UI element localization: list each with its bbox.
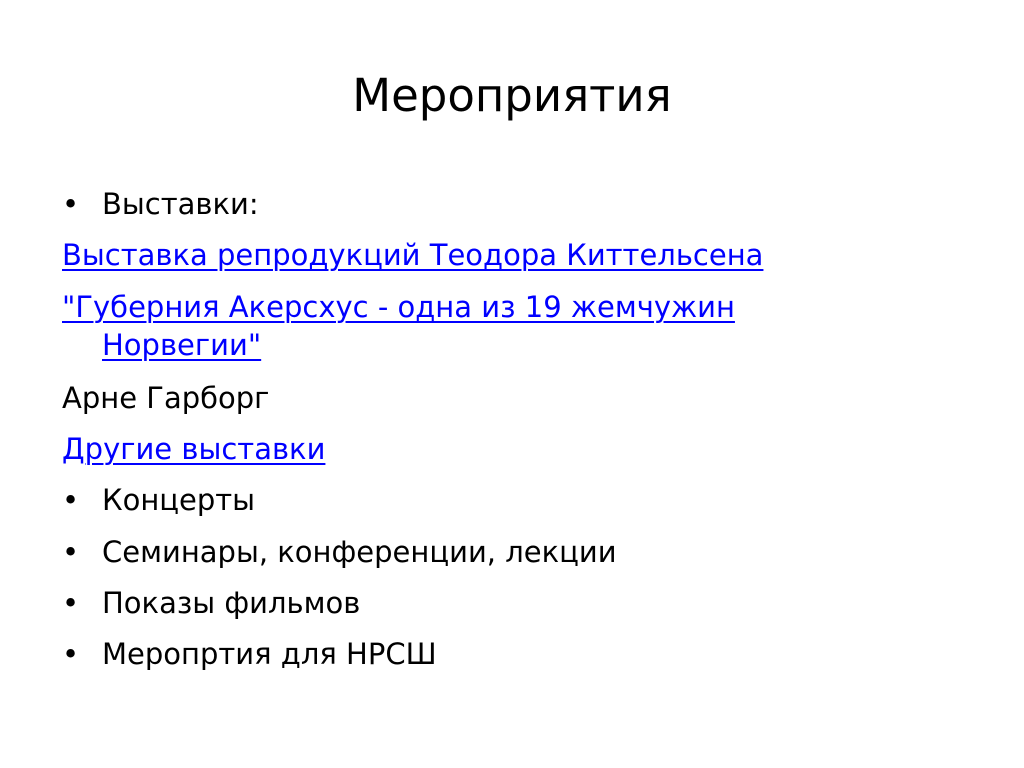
other-exhibitions-item [62,431,325,467]
akershus-exhibition-link-cont[interactable]: Норвегии" [102,328,262,362]
bullet-dot: • [62,586,80,620]
kittelsen-exhibition-item [62,237,763,273]
concerts-item: Концерты [102,483,256,517]
other-exhibitions-link[interactable]: Другие выставки [62,432,326,466]
bullet-dot: • [62,637,80,671]
bullet-dot: • [62,535,80,569]
garborg-item: Арне Гарборг [62,381,270,415]
films-item: Показы фильмов [102,586,361,620]
seminars-item: Семинары, конференции, лекции [102,535,617,569]
akershus-exhibition-item-cont [102,327,261,363]
bullet-dot: • [62,483,80,517]
slide-title: Мероприятия [352,69,672,122]
akershus-exhibition-item [62,289,735,325]
akershus-exhibition-link[interactable]: "Губерния Акерсхус - одна из 19 жемчужин [62,290,735,324]
kittelsen-exhibition-link[interactable]: Выставка репродукций Теодора Киттельсена [62,238,764,272]
nrssh-events-item: Меропртия для НРСШ [102,637,437,671]
bullet-dot: • [62,187,80,221]
exhibitions-label: Выставки: [102,187,259,221]
